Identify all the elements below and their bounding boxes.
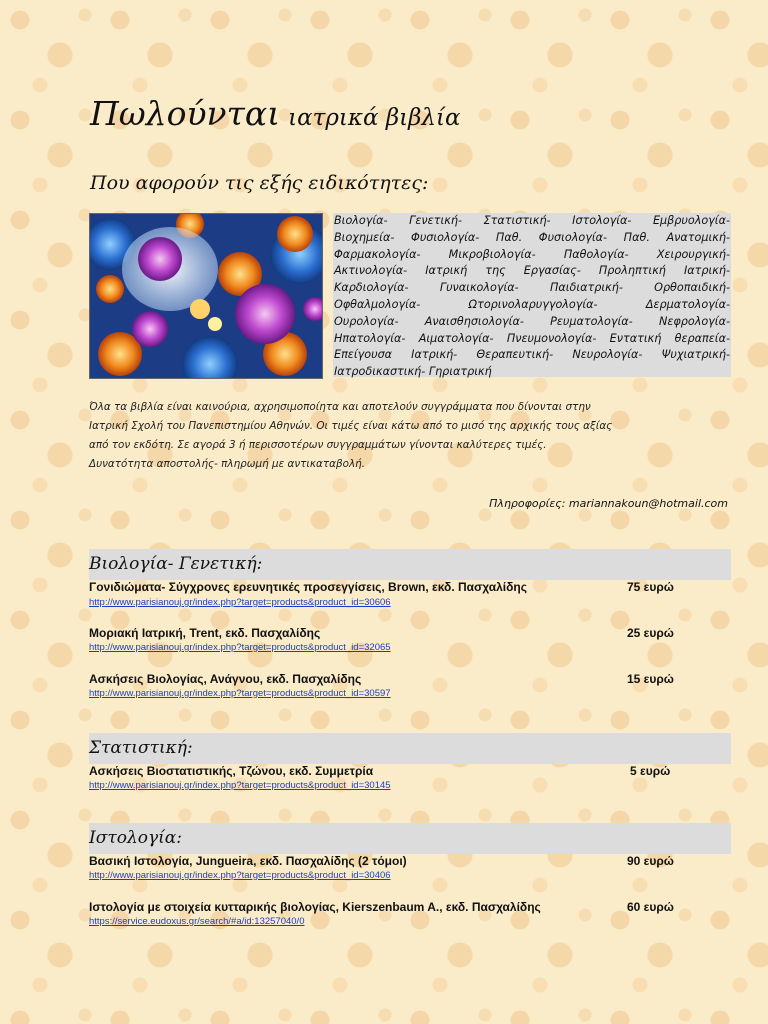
cells-illustration-svg <box>90 214 322 378</box>
note-line: Όλα τα βιβλία είναι καινούρια, αχρησιμοποίητα και αποτελούν συγγράμματα που δίνονται στην <box>89 401 591 413</box>
specialties-line: Επείγουσα Ιατρική- Θεραπευτική- Νευρολογία- Ψυχιατρική- <box>334 348 730 362</box>
specialties-line: Βιοχημεία- Φυσιολογία- Παθ. Φυσιολογία- Παθ. Ανατομική- <box>334 230 730 244</box>
book-title: Μοριακή Ιατρική, Trent, εκδ. Πασχαλίδης <box>89 626 321 640</box>
book-link[interactable]: http://www.parisianouj.gr/index.php?target=products&product_id=30606 <box>89 597 391 608</box>
book-price: 5 ευρώ <box>630 764 671 778</box>
title-sub: ιατρικά βιβλία <box>288 105 461 131</box>
book-title: Ιστολογία με στοιχεία κυτταρικής βιολογίας, Kierszenbaum A., εκδ. Πασχαλίδης <box>89 900 541 914</box>
section-heading-biology: Βιολογία- Γενετική: <box>89 549 731 580</box>
specialties-line: Ακτινολογία- Ιατρική της Εργασίας- Προληπτική Ιατρική- <box>334 264 730 278</box>
book-price: 15 ευρώ <box>627 672 674 686</box>
section-heading-statistics: Στατιστική: <box>89 733 731 764</box>
book-link[interactable]: http://www.parisianouj.gr/index.php?target=products&product_id=30597 <box>89 688 391 699</box>
book-link[interactable]: http://www.parisianouj.gr/index.php?target=products&product_id=32065 <box>89 642 391 653</box>
book-link[interactable]: https://service.eudoxus.gr/search/#a/id:13257040/0 <box>89 916 305 927</box>
book-title: Γονιδιώματα- Σύγχρονες ερευνητικές προσεγγίσεις, Brown, εκδ. Πασχαλίδης <box>89 580 527 594</box>
specialties-line: Καρδιολογία- Γυναικολογία- Παιδιατρική- Ορθοπαιδική- <box>334 281 730 295</box>
subtitle: Που αφορούν τις εξής ειδικότητες: <box>90 172 429 194</box>
specialties-line: Ηπατολογία- Αιματολογία- Πνευμονολογία- Εντατική θεραπεία- <box>334 331 730 345</box>
book-price: 25 ευρώ <box>627 626 674 640</box>
sale-note <box>89 398 731 474</box>
book-price: 60 ευρώ <box>627 900 674 914</box>
cells-illustration <box>89 213 323 379</box>
specialties-line: Φαρμακολογία- Μικροβιολογία- Παθολογία- Χειρουργική- <box>334 247 730 261</box>
book-link[interactable]: http://www.parisianouj.gr/index.php?target=products&product_id=30406 <box>89 870 391 881</box>
specialties-line: Βιολογία- Γενετική- Στατιστική- Ιστολογία- Εμβρυολογία- <box>334 214 730 227</box>
specialties-line: Ιατροδικαστική- Γηριατρική <box>334 365 492 379</box>
specialties-line: Οφθαλμολογία- Ωτορινολαρυγγολογία- Δερματολογία- <box>334 297 730 311</box>
contact-info: Πληροφορίες: mariannakoun@hotmail.com <box>489 497 728 510</box>
note-line: Δυνατότητα αποστολής- πληρωμή με αντικαταβολή. <box>89 458 366 470</box>
book-title: Ασκήσεις Βιοστατιστικής, Τζώνου, εκδ. Συμμετρία <box>89 764 374 778</box>
specialties-box <box>333 213 731 377</box>
specialties-line: Ουρολογία- Αναισθησιολογία- Ρευματολογία- Νεφρολογία- <box>334 314 730 328</box>
note-line: Ιατρική Σχολή του Πανεπιστημίου Αθηνών. Οι τιμές είναι κάτω από το μισό της αρχικής τους αξίας <box>89 420 613 432</box>
page-title <box>90 94 461 133</box>
book-price: 75 ευρώ <box>627 580 674 594</box>
title-main: Πωλούνται <box>90 94 281 133</box>
book-title: Βασική Ιστολογία, Jungueira, εκδ. Πασχαλίδης (2 τόμοι) <box>89 854 407 868</box>
book-link[interactable]: http://www.parisianouj.gr/index.php?target=products&product_id=30145 <box>89 780 391 791</box>
book-title: Ασκήσεις Βιολογίας, Ανάγνου, εκδ. Πασχαλίδης <box>89 672 362 686</box>
book-price: 90 ευρώ <box>627 854 674 868</box>
section-heading-histology: Ιστολογία: <box>89 823 731 854</box>
note-line: από τον εκδότη. Σε αγορά 3 ή περισσοτέρων συγγραμμάτων γίνονται καλύτερες τιμές. <box>89 439 547 451</box>
